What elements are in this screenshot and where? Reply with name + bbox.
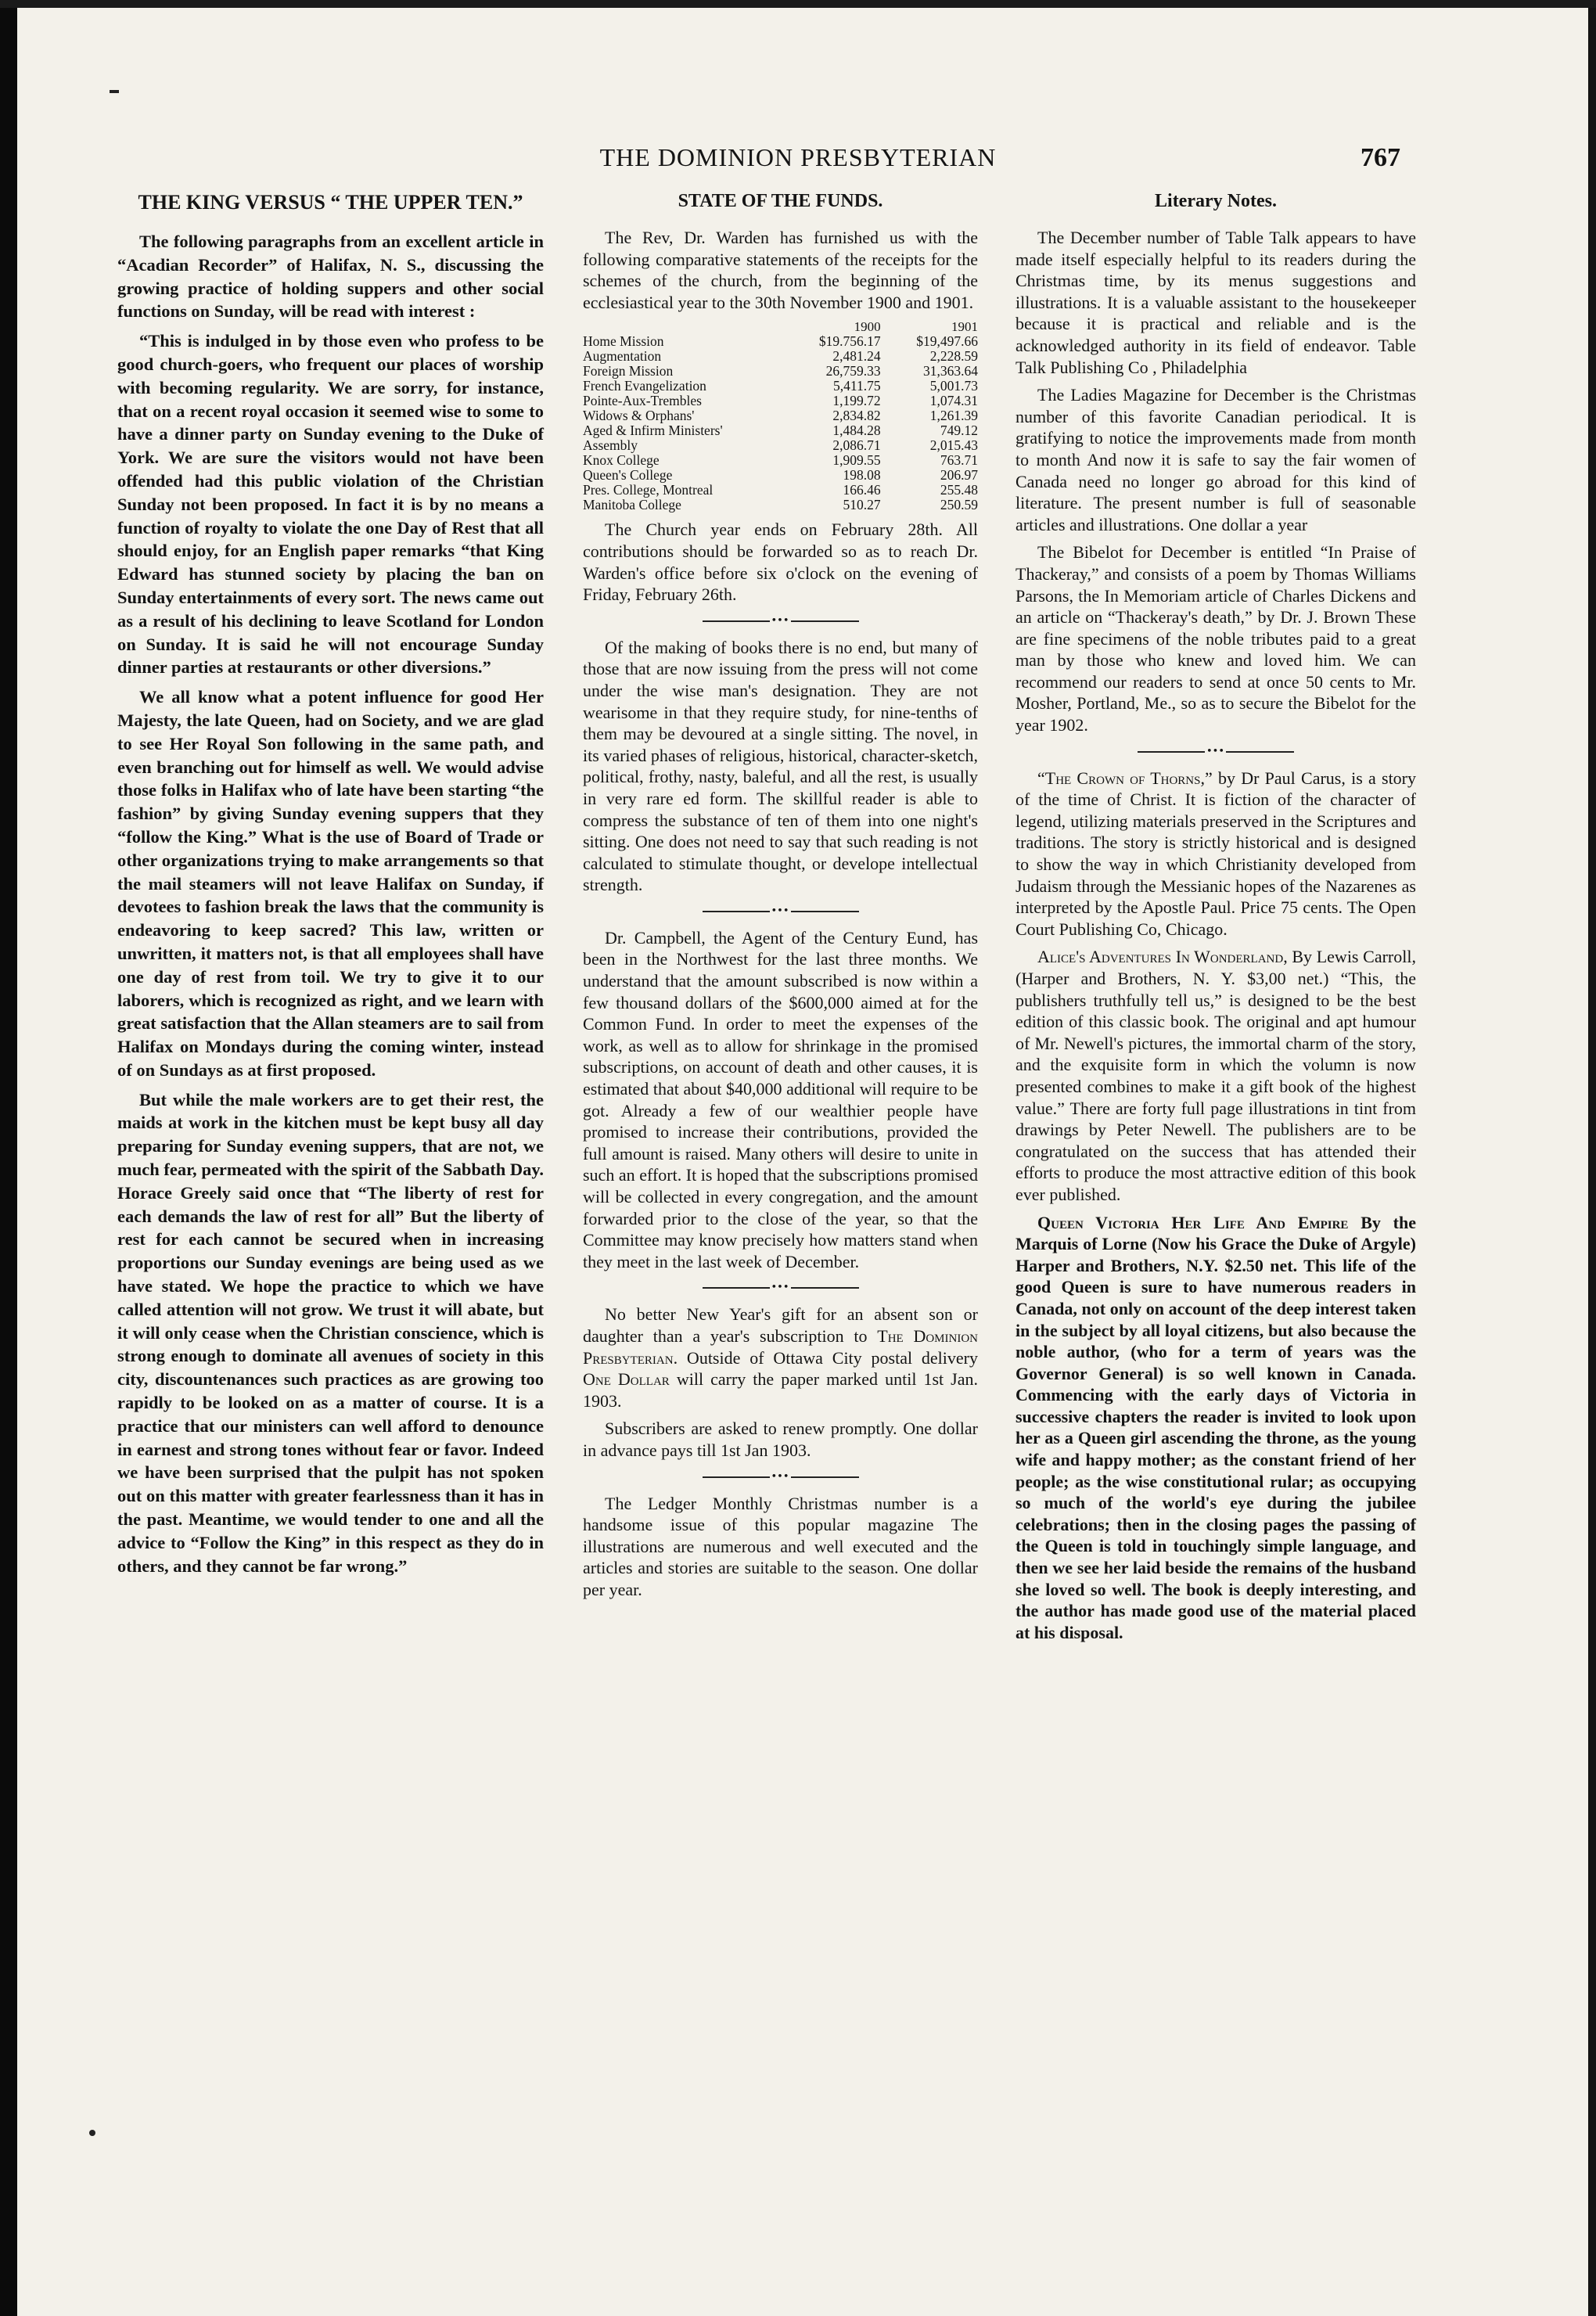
table-row: Foreign Mission 26,759.33 31,363.64 — [583, 363, 978, 379]
table-row: French Evangelization 5,411.75 5,001.73 — [583, 378, 978, 394]
table-row: Augmentation 2,481.24 2,228.59 — [583, 348, 978, 365]
alice-paragraph: Alice's Adventures In Wonderland, By Lewis Carroll, (Harper and Brothers, N. Y. $3,00 net.) “This, the publishers truthfully tell us,” is designed to be the best edition of this classic book. The original and apt humour of Mr. Newell's pictures, the immortal charm of the story, and the exquisite form in which the volumn is now presented combines to make it a gift book of the highest value.” There are forty full page illustrations in tint from drawings by Peter Newell. The publishers are to be congratulated on the success that has attended their efforts to produce the most attractive edition of this book ever published. — [1015, 947, 1416, 1204]
paper-name: The Dominion Presbyterian — [583, 1325, 978, 1368]
article-heading-funds: STATE OF THE FUNDS. — [678, 191, 883, 211]
table-row: Queen's College 198.08 206.97 — [583, 467, 978, 484]
book-title: Queen Victoria Her Life And Empire — [1037, 1212, 1349, 1232]
funds-note: The Church year ends on February 28th. All contributions should be forwarded so as to reach Dr. Warden's office before six o'clock on the evening of Friday, February 26th. — [583, 520, 978, 605]
queen-victoria-paragraph: Queen Victoria Her Life And Empire By the Marquis of Lorne (Now his Grace the Duke of Argyle) Harper and Brothers, N.Y. $2.50 net. This life of the good Queen is sure to have numerous readers in Canada, not only on account of the deep interest taken in the subject by all loyal citizens, but also because the noble author, (who for a term of years was the Governor General) is so well known in Canada. Commencing with the early days of Victoria in successive chapters the reader is invited to look upon her as a Queen girl ascending the throne, as the young wife and happy mother; as the constant friend of her people; as the wise constitutional rular; as occupying so much of the world's eye during the jubilee celebrations; then in the closing pages the passing of the Queen is told in touchingly simple language, and then we see her laid beside the remains of the husband she loved so well. The book is deeply interesting, and the author has made good use of the material placed at his disposal. — [1015, 1212, 1416, 1642]
ledger-paragraph: The Ledger Monthly Christmas number is a handsome issue of this popular magazine The illustrations are numerous and well executed and the articles and stories are suitable to the season. One dollar per year. — [583, 1493, 978, 1599]
article-heading-literary: Literary Notes. — [1155, 191, 1277, 211]
bibelot-paragraph: The Bibelot for December is entitled “In Praise of Thackeray,” and consists of a poem by Thomas Williams Parsons, the In Memoriam article of Charles Dickens and an article on “Thackeray's death,” by Dr. J. Brown These are fine specimens of the noble tributes paid to a great man by those who knew and loved him. We can recommend our readers to send at once 50 cents to Mr. Mosher, Portland, Me., so as to secure the Bibelot for the year 1902. — [1015, 542, 1416, 735]
article-paragraph: The following paragraphs from an excellent article in “Acadian Recorder” of Halifax, N. S., discussing the growing practice of holding suppers and other social functions on Sunday, will be read with interest : — [117, 232, 544, 322]
article-paragraph: We all know what a potent influence for good Her Majesty, the late Queen, had on Society, and we are glad to see Her Royal Son following in the same path, and even branching out for himself as well. We would advise those folks in Halifax who of late have been starting “the fashion” by giving Sunday evening suppers that they “follow the King.” What is the use of Board of Trade or other organizations trying to make arrangements so that the mail steamers will not leave Halifax on Sunday, if devotees to fashion break the laws that the community is endeavoring to keep sacred? This law, written or unwritten, it matters not, is that all employees shall have one day of rest from toil. We try to give it to our laborers, which is recognized as right, and we learn with great satisfaction that the Allan steamers are to sail from Halifax on Mondays during the coming winter, instead of on Sundays as at first proposed. — [117, 687, 544, 1080]
year-header: 1900 — [854, 319, 881, 335]
scan-left-edge — [0, 0, 17, 2316]
year-header: 1901 — [951, 319, 978, 335]
ladies-magazine-paragraph: The Ladies Magazine for December is the Christmas number of this favorite Canadian periodical. It is gratifying to notice the improvements made from month to month And now it is safe to say the fair women of Canada need no longer go abroad for this kind of literature. The present number is full of seasonable articles and illustrations. One dollar a year — [1015, 385, 1416, 534]
table-row: Pres. College, Montreal 166.46 255.48 — [583, 482, 978, 498]
column-2 — [583, 189, 978, 1607]
table-row: Widows & Orphans' 2,834.82 1,261.39 — [583, 408, 978, 424]
section-divider: ••• — [703, 905, 859, 916]
scan-top-edge — [0, 0, 1596, 8]
table-row: Assembly 2,086.71 2,015.43 — [583, 437, 978, 454]
section-divider: ••• — [703, 1471, 859, 1482]
running-title: THE DOMINION PRESBYTERIAN — [599, 143, 997, 171]
table-row: Aged & Infirm Ministers' 1,484.28 749.12 — [583, 423, 978, 439]
table-row: Pointe-Aux-Trembles 1,199.72 1,074.31 — [583, 393, 978, 409]
price-text: One Dollar — [583, 1369, 670, 1390]
renew-paragraph: Subscribers are asked to renew promptly. One dollar in advance pays till 1st Jan 1903. — [583, 1419, 978, 1460]
column-1 — [117, 189, 544, 1584]
scan-speck — [110, 90, 119, 93]
new-year-paragraph: No better New Year's gift for an absent son or daughter than a year's subscription to The Dominion Presbyterian. Outside of Ottawa City postal delivery One Dollar will carry the paper marked until 1st Jan. 1903. — [583, 1304, 978, 1411]
table-row: Home Mission $19.756.17 $19,497.66 — [583, 333, 978, 350]
page-number: 767 — [1361, 143, 1400, 172]
article-heading-king: THE KING VERSUS “ THE UPPER TEN.” — [138, 191, 523, 214]
section-divider: ••• — [703, 615, 859, 626]
scan-speck — [89, 2130, 95, 2136]
section-divider: ••• — [1138, 746, 1294, 757]
article-paragraph: “This is indulged in by those even who profess to be good church-goers, who frequent our places of worship with becoming regularity. We are sorry, for instance, that on a recent royal occasion it seemed wise to some to have a dinner party on Sunday evening to the Duke of York. We are sure the visitors would not have been offended had this public violation of the Christian Sunday not been proposed. In fact it is by no means a function of royalty to violate the one Day of Rest that all should enjoy, for an English paper remarks “that King Edward has stunned society by placing the ban on Sunday entertainments of every sort. The news came out as a result of his declining to leave Scotland for London on Sunday. It is said he will not encourage Sunday dinner parties at restaurants or other diversions.” — [117, 331, 544, 678]
table-row: Manitoba College 510.27 250.59 — [583, 497, 978, 513]
article-paragraph: But while the male workers are to get their rest, the maids at work in the kitchen must be kept busy all day preparing for Sunday evening suppers, that are not, we much fear, permeated with the spirit of the Sabbath Day. Horace Greely said once that “The liberty of rest for each demands the law of rest for all” But the liberty of rest for each cannot be secured when in increasing proportions our Sunday evenings are being used as we have stated. We hope the practice to which we have called attention will not grow. We trust it will abate, but it will only cease when the Christian conscience, which is strong enough to dominate all avenues of society in this city, discountenances such practices as are growing too rapidly to be looked on as a matter of course. It is a practice that our ministers can well afford to denounce in earnest and strong tones without fear or favor. Indeed we have been surprised that the pulpit has not spoken out on this matter with greater fearlessness than it has in the past. Meantime, we would tender to one and all the advice to “Follow the King” in this respect as they do in others, and they cannot be far wrong.” — [117, 1089, 544, 1576]
book-title: Alice's Adventures In Wonderland, — [1037, 947, 1288, 967]
table-talk-paragraph: The December number of Table Talk appears to have made itself especially helpful to its readers during the Christmas time, by its menus suggestions and illustrations. It is a valuable assistant to the housekeeper because it is practical and reliable and is the acknowledged authority in its field of endeavor. Table Talk Publishing Co , Philadelphia — [1015, 228, 1416, 377]
funds-table — [583, 319, 978, 512]
section-divider: ••• — [703, 1282, 859, 1293]
campbell-paragraph: Dr. Campbell, the Agent of the Century Eund, has been in the Northwest for the last three months. We understand that the amount subscribed is now within a few thousand dollars of the $600,000 aimed at for the Common Fund. In order to meet the expenses of the work, as well as to allow for shrinkage in the promised subscriptions, on account of death and other causes, it is estimated that about $40,000 additional will require to be got. Already a few of our wealthier people have promised to increase their contributions, provided the full amount is raised. Many others will desire to unite in such an effort. It is hoped that the subscriptions promised will be collected in every congregation, and the amount forwarded prior to the close of the year, so that the Committee may know precisely how matters stand when they meet in the last week of December. — [583, 927, 978, 1271]
funds-table-header — [583, 319, 978, 334]
crown-of-thorns-paragraph: “The Crown of Thorns,” by Dr Paul Carus, is a story of the time of Christ. It is fiction of the character of legend, utilizing materials preserved in the Scriptures and traditions. The story is strictly historical and is designed to show the way in which Christianity developed from Judaism through the Messianic hopes of the Nazarenes as interpreted by the Apostle Paul. Price 75 cents. The Open Court Publishing Co, Chicago. — [1015, 768, 1417, 939]
funds-intro: The Rev, Dr. Warden has furnished us with the following comparative statements of the receipts for the schemes of the church, from the beginning of the ecclesiastical year to the 30th November 1900 and 1901. — [583, 228, 978, 312]
books-paragraph: Of the making of books there is no end, but many of those that are now issuing from the press will not come under the wise man's designation. They are not wearisome in that they require study, for nine-tenths of them may be devoured at a single sitting. The novel, in its varied phases of religious, historical, character-sketch, political, frothy, nasty, baleful, and all the rest, is usually in very rare ed form. The skillful reader is able to compress the substance of ten of them into one night's sitting. One does not need to say that such reading is not calculated to stimulate thought, or develope intellectual strength. — [583, 637, 978, 895]
column-3 — [1015, 189, 1416, 1649]
book-title: “The Crown of Thorns,” — [1037, 768, 1213, 788]
page-header — [0, 143, 1596, 182]
scan-right-edge — [1588, 0, 1596, 2316]
table-row: Knox College 1,909.55 763.71 — [583, 452, 978, 469]
